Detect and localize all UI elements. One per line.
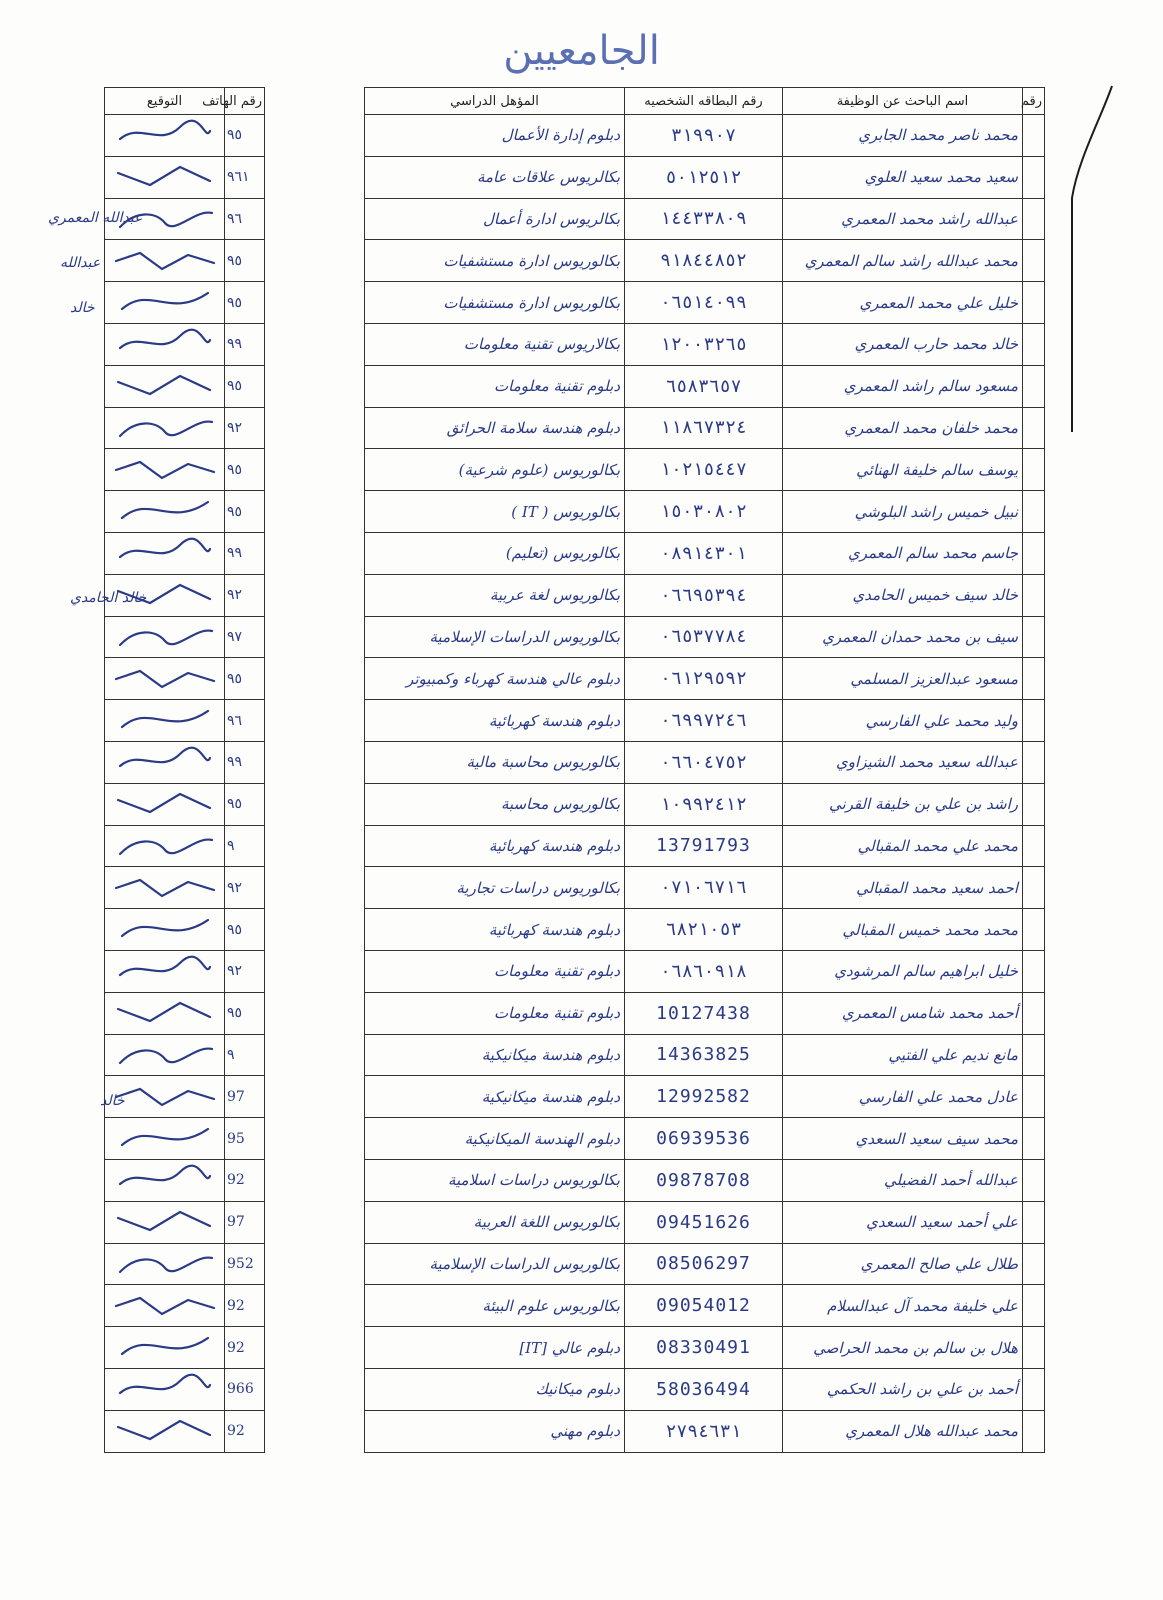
row-number xyxy=(1023,1118,1045,1160)
qualification: دبلوم الهندسة الميكانيكية xyxy=(365,1118,625,1160)
id-card-number: ٥٠١٢٥١٢ xyxy=(625,156,783,198)
qualification: دبلوم عالي هندسة كهرباء وكمبيوتر xyxy=(365,658,625,700)
signature-cell xyxy=(105,532,225,574)
applicant-name: أحمد محمد شامس المعمري xyxy=(783,992,1023,1034)
table-row xyxy=(105,1368,1045,1410)
blank-gap xyxy=(265,491,365,533)
header-num: رقم xyxy=(1023,88,1045,115)
table-row xyxy=(105,491,1045,533)
phone-number: 966 xyxy=(225,1368,265,1410)
qualification: بكالوريوس الدراسات الإسلامية xyxy=(365,1243,625,1285)
blank-gap xyxy=(265,1034,365,1076)
table-row xyxy=(105,658,1045,700)
qualification: بكالوريوس الدراسات الإسلامية xyxy=(365,616,625,658)
row-number xyxy=(1023,282,1045,324)
handwritten-signature xyxy=(105,117,224,153)
blank-gap xyxy=(265,115,365,157)
handwritten-signature xyxy=(105,285,224,321)
phone-number: 97 xyxy=(225,1201,265,1243)
signature-cell xyxy=(105,950,225,992)
id-card-number: ٢٧٩٤٦٣١ xyxy=(625,1410,783,1452)
blank-gap xyxy=(265,323,365,365)
id-card-number: 08506297 xyxy=(625,1243,783,1285)
header-id-card: رقم البطاقه الشخصيه xyxy=(625,88,783,115)
phone-number: ٩٧ xyxy=(225,616,265,658)
id-card-number: ٩١٨٤٤٨٥٢ xyxy=(625,240,783,282)
row-number xyxy=(1023,365,1045,407)
blank-gap xyxy=(265,1118,365,1160)
applicant-name: محمد ناصر محمد الجابري xyxy=(783,115,1023,157)
table-header-row xyxy=(105,88,1045,115)
signature-cell xyxy=(105,240,225,282)
blank-gap xyxy=(265,1285,365,1327)
id-card-number: 10127438 xyxy=(625,992,783,1034)
applicant-name: علي أحمد سعيد السعدي xyxy=(783,1201,1023,1243)
margin-note: عبدالله xyxy=(60,255,101,271)
table-row xyxy=(105,1327,1045,1369)
applicant-name: طلال علي صالح المعمري xyxy=(783,1243,1023,1285)
phone-number: 97 xyxy=(225,1076,265,1118)
id-card-number: ٠٦٦٩٥٣٩٤ xyxy=(625,574,783,616)
applicant-name: هلال بن سالم بن محمد الحراصي xyxy=(783,1327,1023,1369)
phone-number: ٩٢ xyxy=(225,950,265,992)
qualification: دبلوم هندسة كهربائية xyxy=(365,825,625,867)
id-card-number: ٠٦٦٠٤٧٥٢ xyxy=(625,741,783,783)
blank-gap xyxy=(265,616,365,658)
row-number xyxy=(1023,323,1045,365)
signature-cell xyxy=(105,156,225,198)
qualification: بكالوريوس ( IT ) xyxy=(365,491,625,533)
blank-gap xyxy=(265,1076,365,1118)
handwritten-signature xyxy=(105,1204,224,1240)
applicant-name: سعيد محمد سعيد العلوي xyxy=(783,156,1023,198)
signature-cell xyxy=(105,407,225,449)
row-number xyxy=(1023,198,1045,240)
qualification: دبلوم هندسة سلامة الحرائق xyxy=(365,407,625,449)
handwritten-signature xyxy=(105,494,224,530)
applicant-name: مسعود عبدالعزيز المسلمي xyxy=(783,658,1023,700)
applicant-name: عادل محمد علي الفارسي xyxy=(783,1076,1023,1118)
row-number xyxy=(1023,1243,1045,1285)
phone-number: ٩٥ xyxy=(225,658,265,700)
phone-number: 92 xyxy=(225,1285,265,1327)
phone-number: ٩٢ xyxy=(225,867,265,909)
phone-number: ٩٢ xyxy=(225,407,265,449)
phone-number: ٩٢ xyxy=(225,574,265,616)
id-card-number: 13791793 xyxy=(625,825,783,867)
handwritten-signature xyxy=(105,661,224,697)
row-number xyxy=(1023,491,1045,533)
blank-gap xyxy=(265,532,365,574)
phone-number: ٩ xyxy=(225,1034,265,1076)
table-row xyxy=(105,323,1045,365)
id-card-number: ١٥٠٣٠٨٠٢ xyxy=(625,491,783,533)
qualification: بكالوريوس دراسات تجارية xyxy=(365,867,625,909)
id-card-number: 08330491 xyxy=(625,1327,783,1369)
handwritten-signature xyxy=(105,452,224,488)
blank-gap xyxy=(265,1327,365,1369)
table-row xyxy=(105,1201,1045,1243)
handwritten-signature xyxy=(105,703,224,739)
id-card-number: 12992582 xyxy=(625,1076,783,1118)
phone-number: 92 xyxy=(225,1410,265,1452)
qualification: بكالوريوس اللغة العربية xyxy=(365,1201,625,1243)
handwritten-signature xyxy=(105,744,224,780)
phone-number: 952 xyxy=(225,1243,265,1285)
id-card-number: ١٠٢١٥٤٤٧ xyxy=(625,449,783,491)
handwritten-signature xyxy=(105,1246,224,1282)
signature-cell xyxy=(105,1243,225,1285)
applicant-name: محمد محمد خميس المقبالي xyxy=(783,909,1023,951)
signature-cell xyxy=(105,1034,225,1076)
qualification: دبلوم هندسة كهربائية xyxy=(365,909,625,951)
handwritten-signature xyxy=(105,912,224,948)
row-number xyxy=(1023,950,1045,992)
applicant-name: محمد عبدالله راشد سالم المعمري xyxy=(783,240,1023,282)
blank-gap xyxy=(265,1368,365,1410)
applicant-name: سيف بن محمد حمدان المعمري xyxy=(783,616,1023,658)
row-number xyxy=(1023,783,1045,825)
signature-cell xyxy=(105,783,225,825)
row-number xyxy=(1023,658,1045,700)
phone-number: ٩٩ xyxy=(225,741,265,783)
qualification: دبلوم تقنية معلومات xyxy=(365,992,625,1034)
handwritten-signature xyxy=(105,828,224,864)
table-row xyxy=(105,1410,1045,1452)
header-signature: التوقيع xyxy=(105,88,225,115)
table-row xyxy=(105,1159,1045,1201)
row-number xyxy=(1023,616,1045,658)
table-row xyxy=(105,532,1045,574)
table-row xyxy=(105,783,1045,825)
qualification: دبلوم مهني xyxy=(365,1410,625,1452)
blank-gap xyxy=(265,1201,365,1243)
table-row xyxy=(105,240,1045,282)
blank-gap xyxy=(265,449,365,491)
row-number xyxy=(1023,115,1045,157)
row-number xyxy=(1023,574,1045,616)
table-row xyxy=(105,992,1045,1034)
signature-cell xyxy=(105,658,225,700)
handwritten-signature xyxy=(105,1330,224,1366)
row-number xyxy=(1023,992,1045,1034)
row-number xyxy=(1023,867,1045,909)
blank-gap xyxy=(265,658,365,700)
applicant-name: محمد سيف سعيد السعدي xyxy=(783,1118,1023,1160)
phone-number: 95 xyxy=(225,1118,265,1160)
margin-note: عبدالله المعمري xyxy=(48,210,143,226)
blank-gap xyxy=(265,574,365,616)
qualification: بكالوريوس ادارة مستشفيات xyxy=(365,240,625,282)
row-number xyxy=(1023,825,1045,867)
phone-number: ٩٥ xyxy=(225,783,265,825)
id-card-number: ٠٦١٢٩٥٩٢ xyxy=(625,658,783,700)
phone-number: ٩٩ xyxy=(225,532,265,574)
qualification: دبلوم هندسة ميكانيكية xyxy=(365,1076,625,1118)
handwritten-signature xyxy=(105,535,224,571)
row-number xyxy=(1023,1368,1045,1410)
row-number xyxy=(1023,1285,1045,1327)
signature-cell xyxy=(105,449,225,491)
blank-gap xyxy=(265,365,365,407)
row-number xyxy=(1023,1410,1045,1452)
id-card-number: ٦٨٢١٠٥٣ xyxy=(625,909,783,951)
blank-gap xyxy=(265,198,365,240)
handwritten-signature xyxy=(105,870,224,906)
phone-number: ٩٥ xyxy=(225,909,265,951)
blank-gap xyxy=(265,1243,365,1285)
phone-number: ٩ xyxy=(225,825,265,867)
applicant-name: أحمد بن علي بن راشد الحكمي xyxy=(783,1368,1023,1410)
id-card-number: ١٠٩٩٢٤١٢ xyxy=(625,783,783,825)
signature-cell xyxy=(105,1410,225,1452)
qualification: بكالوريوس علوم البيئة xyxy=(365,1285,625,1327)
blank-gap xyxy=(265,867,365,909)
margin-note: خالد xyxy=(100,1093,125,1109)
blank-gap xyxy=(265,700,365,742)
table-row xyxy=(105,741,1045,783)
table-row xyxy=(105,616,1045,658)
table-row xyxy=(105,1243,1045,1285)
row-number xyxy=(1023,1076,1045,1118)
applicant-name: محمد خلفان محمد المعمري xyxy=(783,407,1023,449)
qualification: بكالوريوس محاسبة xyxy=(365,783,625,825)
blank-gap xyxy=(265,992,365,1034)
table-row xyxy=(105,156,1045,198)
blank-gap xyxy=(265,825,365,867)
blank-gap xyxy=(265,156,365,198)
qualification: دبلوم تقنية معلومات xyxy=(365,365,625,407)
signature-cell xyxy=(105,616,225,658)
signature-cell xyxy=(105,1201,225,1243)
phone-number: ٩٥ xyxy=(225,115,265,157)
id-card-number: ٠٦٩٩٧٢٤٦ xyxy=(625,700,783,742)
id-card-number: ١٤٤٣٣٨٠٩ xyxy=(625,198,783,240)
signature-cell xyxy=(105,1118,225,1160)
signature-cell xyxy=(105,825,225,867)
id-card-number: ٠٦٥٣٧٧٨٤ xyxy=(625,616,783,658)
applicant-name: خالد سيف خميس الحامدي xyxy=(783,574,1023,616)
handwritten-signature xyxy=(105,995,224,1031)
applicant-name: علي خليفة محمد آل عبدالسلام xyxy=(783,1285,1023,1327)
phone-number: ٩٦١ xyxy=(225,156,265,198)
applicant-name: يوسف سالم خليفة الهنائي xyxy=(783,449,1023,491)
handwritten-signature xyxy=(105,619,224,655)
phone-number: 92 xyxy=(225,1159,265,1201)
id-card-number: 06939536 xyxy=(625,1118,783,1160)
blank-gap xyxy=(265,783,365,825)
handwritten-signature xyxy=(105,953,224,989)
qualification: بكالوريوس دراسات اسلامية xyxy=(365,1159,625,1201)
table-row xyxy=(105,365,1045,407)
blank-gap xyxy=(265,1410,365,1452)
qualification: دبلوم هندسة ميكانيكية xyxy=(365,1034,625,1076)
blank-gap xyxy=(265,909,365,951)
handwritten-signature xyxy=(105,1162,224,1198)
signature-cell xyxy=(105,1285,225,1327)
qualification: بكالاريوس تقنية معلومات xyxy=(365,323,625,365)
applicant-name: خليل علي محمد المعمري xyxy=(783,282,1023,324)
row-number xyxy=(1023,1327,1045,1369)
row-number xyxy=(1023,909,1045,951)
id-card-number: ٣١٩٩٠٧ xyxy=(625,115,783,157)
signature-cell xyxy=(105,491,225,533)
row-number xyxy=(1023,1034,1045,1076)
signature-cell xyxy=(105,1159,225,1201)
phone-number: 92 xyxy=(225,1327,265,1369)
table-row xyxy=(105,825,1045,867)
id-card-number: ٠٦٨٦٠٩١٨ xyxy=(625,950,783,992)
applicant-name: راشد بن علي بن خليفة القرني xyxy=(783,783,1023,825)
row-number xyxy=(1023,700,1045,742)
table-row xyxy=(105,198,1045,240)
signature-cell xyxy=(105,1368,225,1410)
page-heading: الجامعيين xyxy=(503,28,660,74)
applicant-name: عبدالله راشد محمد المعمري xyxy=(783,198,1023,240)
blank-gap xyxy=(265,950,365,992)
table-row xyxy=(105,909,1045,951)
row-number xyxy=(1023,532,1045,574)
blank-gap xyxy=(265,1159,365,1201)
table-row xyxy=(105,449,1045,491)
id-card-number: ١٢٠٠٣٢٦٥ xyxy=(625,323,783,365)
handwritten-signature xyxy=(105,1037,224,1073)
phone-number: ٩٥ xyxy=(225,992,265,1034)
signature-cell xyxy=(105,365,225,407)
qualification: بكالريوس ادارة أعمال xyxy=(365,198,625,240)
phone-number: ٩٥ xyxy=(225,491,265,533)
blank-gap xyxy=(265,282,365,324)
applicant-name: محمد عبدالله هلال المعمري xyxy=(783,1410,1023,1452)
signature-cell xyxy=(105,115,225,157)
applicant-name: احمد سعيد محمد المقبالي xyxy=(783,867,1023,909)
id-card-number: ١١٨٦٧٣٢٤ xyxy=(625,407,783,449)
handwritten-signature xyxy=(105,786,224,822)
handwritten-signature xyxy=(105,243,224,279)
qualification: بكالريوس علاقات عامة xyxy=(365,156,625,198)
signature-cell xyxy=(105,741,225,783)
id-card-number: ٠٦٥١٤٠٩٩ xyxy=(625,282,783,324)
table-row xyxy=(105,700,1045,742)
header-phone: رقم الهاتف xyxy=(225,88,265,115)
handwritten-signature xyxy=(105,410,224,446)
phone-number: ٩٥ xyxy=(225,282,265,324)
applicant-name: عبدالله سعيد محمد الشيزاوي xyxy=(783,741,1023,783)
applicant-name: نبيل خميس راشد البلوشي xyxy=(783,491,1023,533)
signature-cell xyxy=(105,909,225,951)
applicant-name: مانع نديم علي الفتيي xyxy=(783,1034,1023,1076)
handwritten-signature xyxy=(105,1121,224,1157)
applicant-name: وليد محمد علي الفارسي xyxy=(783,700,1023,742)
job-seekers-table xyxy=(104,87,1045,1453)
margin-note: خالد xyxy=(70,300,95,316)
signature-cell xyxy=(105,1327,225,1369)
qualification: بكالوريوس (تعليم) xyxy=(365,532,625,574)
qualification: بكالوريوس لغة عربية xyxy=(365,574,625,616)
signature-cell xyxy=(105,992,225,1034)
handwritten-signature xyxy=(105,159,224,195)
handwritten-signature xyxy=(105,1288,224,1324)
table-row xyxy=(105,407,1045,449)
table-row xyxy=(105,115,1045,157)
applicant-name: عبدالله أحمد الفضيلي xyxy=(783,1159,1023,1201)
signature-cell xyxy=(105,323,225,365)
row-number xyxy=(1023,156,1045,198)
qualification: بكالوريوس (علوم شرعية) xyxy=(365,449,625,491)
phone-number: ٩٥ xyxy=(225,240,265,282)
phone-number: ٩٥ xyxy=(225,449,265,491)
qualification: دبلوم إدارة الأعمال xyxy=(365,115,625,157)
row-number xyxy=(1023,1159,1045,1201)
qualification: بكالوريوس ادارة مستشفيات xyxy=(365,282,625,324)
blank-gap xyxy=(265,741,365,783)
phone-number: ٩٩ xyxy=(225,323,265,365)
pen-stroke-right xyxy=(1060,80,1130,440)
header-qualification: المؤهل الدراسي xyxy=(365,88,625,115)
row-number xyxy=(1023,1201,1045,1243)
id-card-number: 09451626 xyxy=(625,1201,783,1243)
phone-number: ٩٥ xyxy=(225,365,265,407)
applicant-name: خالد محمد حارب المعمري xyxy=(783,323,1023,365)
qualification: دبلوم تقنية معلومات xyxy=(365,950,625,992)
row-number xyxy=(1023,449,1045,491)
table-row xyxy=(105,282,1045,324)
row-number xyxy=(1023,407,1045,449)
handwritten-signature xyxy=(105,1413,224,1449)
phone-number: ٩٦ xyxy=(225,198,265,240)
handwritten-signature xyxy=(105,368,224,404)
table-row xyxy=(105,1076,1045,1118)
id-card-number: 09054012 xyxy=(625,1285,783,1327)
handwritten-signature xyxy=(105,326,224,362)
blank-gap xyxy=(265,407,365,449)
id-card-number: ٠٧١٠٦٧١٦ xyxy=(625,867,783,909)
table-row xyxy=(105,1034,1045,1076)
applicant-name: خليل ابراهيم سالم المرشودي xyxy=(783,950,1023,992)
qualification: دبلوم عالي [IT] xyxy=(365,1327,625,1369)
id-card-number: 09878708 xyxy=(625,1159,783,1201)
table-row xyxy=(105,1118,1045,1160)
handwritten-signature xyxy=(105,1371,224,1407)
margin-note: خالد الحامدي xyxy=(70,590,147,606)
signature-cell xyxy=(105,282,225,324)
applicant-name: محمد علي محمد المقبالي xyxy=(783,825,1023,867)
qualification: بكالوريوس محاسبة مالية xyxy=(365,741,625,783)
table-row xyxy=(105,574,1045,616)
qualification: دبلوم هندسة كهربائية xyxy=(365,700,625,742)
table-row xyxy=(105,867,1045,909)
row-number xyxy=(1023,240,1045,282)
id-card-number: 14363825 xyxy=(625,1034,783,1076)
phone-number: ٩٦ xyxy=(225,700,265,742)
table-row xyxy=(105,1285,1045,1327)
header-gap xyxy=(265,88,365,115)
signature-cell xyxy=(105,867,225,909)
applicant-name: مسعود سالم راشد المعمري xyxy=(783,365,1023,407)
blank-gap xyxy=(265,240,365,282)
header-name: اسم الباحث عن الوظيفة xyxy=(783,88,1023,115)
signature-cell xyxy=(105,700,225,742)
table-row xyxy=(105,950,1045,992)
qualification: دبلوم ميكانيك xyxy=(365,1368,625,1410)
applicant-name: جاسم محمد سالم المعمري xyxy=(783,532,1023,574)
row-number xyxy=(1023,741,1045,783)
job-seekers-table-wrap xyxy=(104,87,1044,1465)
id-card-number: ٠٨٩١٤٣٠١ xyxy=(625,532,783,574)
id-card-number: ٦٥٨٣٦٥٧ xyxy=(625,365,783,407)
id-card-number: 58036494 xyxy=(625,1368,783,1410)
